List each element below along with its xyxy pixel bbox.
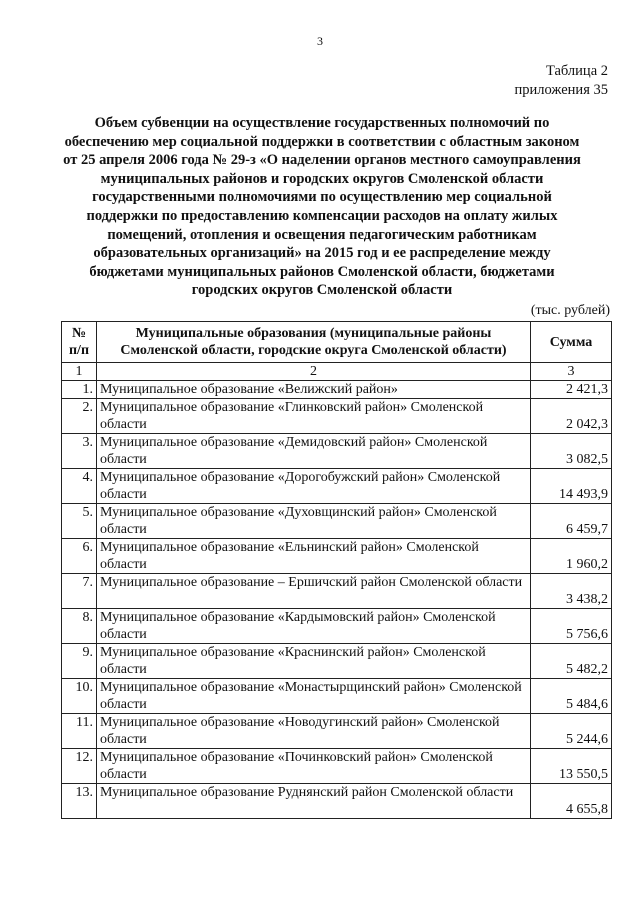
row-municipality: Муниципальное образование «Починковский район» Смоленской области	[97, 749, 531, 784]
table-row	[62, 574, 612, 609]
row-sum: 5 756,6	[531, 609, 612, 644]
table-row	[62, 679, 612, 714]
row-sum: 5 484,6	[531, 679, 612, 714]
row-sum: 14 493,9	[531, 469, 612, 504]
table-ref-line: Таблица 2	[545, 63, 608, 79]
table-row	[62, 749, 612, 784]
title-line: образовательных организаций» на 2015 год и ее распределение между	[93, 245, 551, 262]
row-sum: 3 082,5	[531, 434, 612, 469]
row-number: 9.	[62, 644, 97, 679]
row-municipality: Муниципальное образование «Велижский район»	[97, 381, 531, 399]
row-number: 1.	[62, 381, 97, 399]
table-row	[62, 784, 612, 819]
table-row	[62, 714, 612, 749]
table-row	[62, 539, 612, 574]
table-row	[62, 399, 612, 434]
title-line: государственными полномочиями по осуществлению мер социальной	[92, 189, 552, 206]
title-line: бюджетами муниципальных районов Смоленской области, бюджетами	[89, 263, 555, 280]
subvention-table	[61, 321, 612, 819]
row-municipality: Муниципальное образование «Дорогобужский район» Смоленской области	[97, 469, 531, 504]
title-line: от 25 апреля 2006 года № 29-з «О наделении органов местного самоуправления	[63, 152, 581, 169]
row-municipality: Муниципальное образование «Новодугинский район» Смоленской области	[97, 714, 531, 749]
row-sum: 6 459,7	[531, 504, 612, 539]
table-row	[62, 434, 612, 469]
row-number: 10.	[62, 679, 97, 714]
row-sum: 4 655,8	[531, 784, 612, 819]
row-sum: 3 438,2	[531, 574, 612, 609]
column-number: 3	[531, 363, 612, 381]
title-line: городских округов Смоленской области	[191, 282, 453, 299]
row-number: 13.	[62, 784, 97, 819]
row-municipality: Муниципальное образование «Кардымовский район» Смоленской области	[97, 609, 531, 644]
column-number: 2	[97, 363, 531, 381]
table-reference	[515, 62, 608, 100]
column-number-row	[62, 363, 612, 381]
table-row	[62, 381, 612, 399]
row-sum: 2 042,3	[531, 399, 612, 434]
row-municipality: Муниципальное образование «Краснинский район» Смоленской области	[97, 644, 531, 679]
row-sum: 1 960,2	[531, 539, 612, 574]
table-row	[62, 469, 612, 504]
title-line: муниципальных районов и городских округов Смоленской области	[100, 170, 544, 187]
row-number: 12.	[62, 749, 97, 784]
row-number: 5.	[62, 504, 97, 539]
row-municipality: Муниципальное образование Руднянский район Смоленской области	[97, 784, 531, 819]
row-municipality: Муниципальное образование «Глинковский район» Смоленской области	[97, 399, 531, 434]
row-number: 7.	[62, 574, 97, 609]
table-header-row	[62, 322, 612, 363]
header-number: № п/п	[62, 322, 97, 363]
row-municipality: Муниципальное образование «Духовщинский район» Смоленской области	[97, 504, 531, 539]
row-sum: 5 244,6	[531, 714, 612, 749]
table-row	[62, 504, 612, 539]
table-row	[62, 644, 612, 679]
row-sum: 13 550,5	[531, 749, 612, 784]
title-line: обеспечению мер социальной поддержки в соответствии с областным законом	[64, 133, 580, 150]
row-number: 3.	[62, 434, 97, 469]
title-line: помещений, отопления и освещения педагогическим работникам	[107, 226, 537, 243]
table-row	[62, 609, 612, 644]
title-line: Объем субвенции на осуществление государственных полномочий по	[94, 115, 550, 131]
row-municipality: Муниципальное образование «Демидовский район» Смоленской области	[97, 434, 531, 469]
row-municipality: Муниципальное образование – Ершичский район Смоленской области	[97, 574, 531, 609]
row-municipality: Муниципальное образование «Ельнинский район» Смоленской области	[97, 539, 531, 574]
row-number: 2.	[62, 399, 97, 434]
column-number: 1	[62, 363, 97, 381]
row-sum: 2 421,3	[531, 381, 612, 399]
row-sum: 5 482,2	[531, 644, 612, 679]
row-number: 11.	[62, 714, 97, 749]
appendix-ref-line: приложения 35	[514, 82, 608, 98]
header-municipality: Муниципальные образования (муниципальные районы Смоленской области, городские округа Смоленской области)	[97, 322, 531, 363]
title-line: поддержки по предоставлению компенсации расходов на оплату жилых	[86, 207, 558, 224]
row-number: 6.	[62, 539, 97, 574]
unit-label: (тыс. рублей)	[530, 303, 610, 318]
row-number: 4.	[62, 469, 97, 504]
row-municipality: Муниципальное образование «Монастырщинский район» Смоленской области	[97, 679, 531, 714]
document-title	[62, 114, 582, 300]
page-number: 3	[317, 34, 323, 48]
row-number: 8.	[62, 609, 97, 644]
header-sum: Сумма	[531, 322, 612, 363]
